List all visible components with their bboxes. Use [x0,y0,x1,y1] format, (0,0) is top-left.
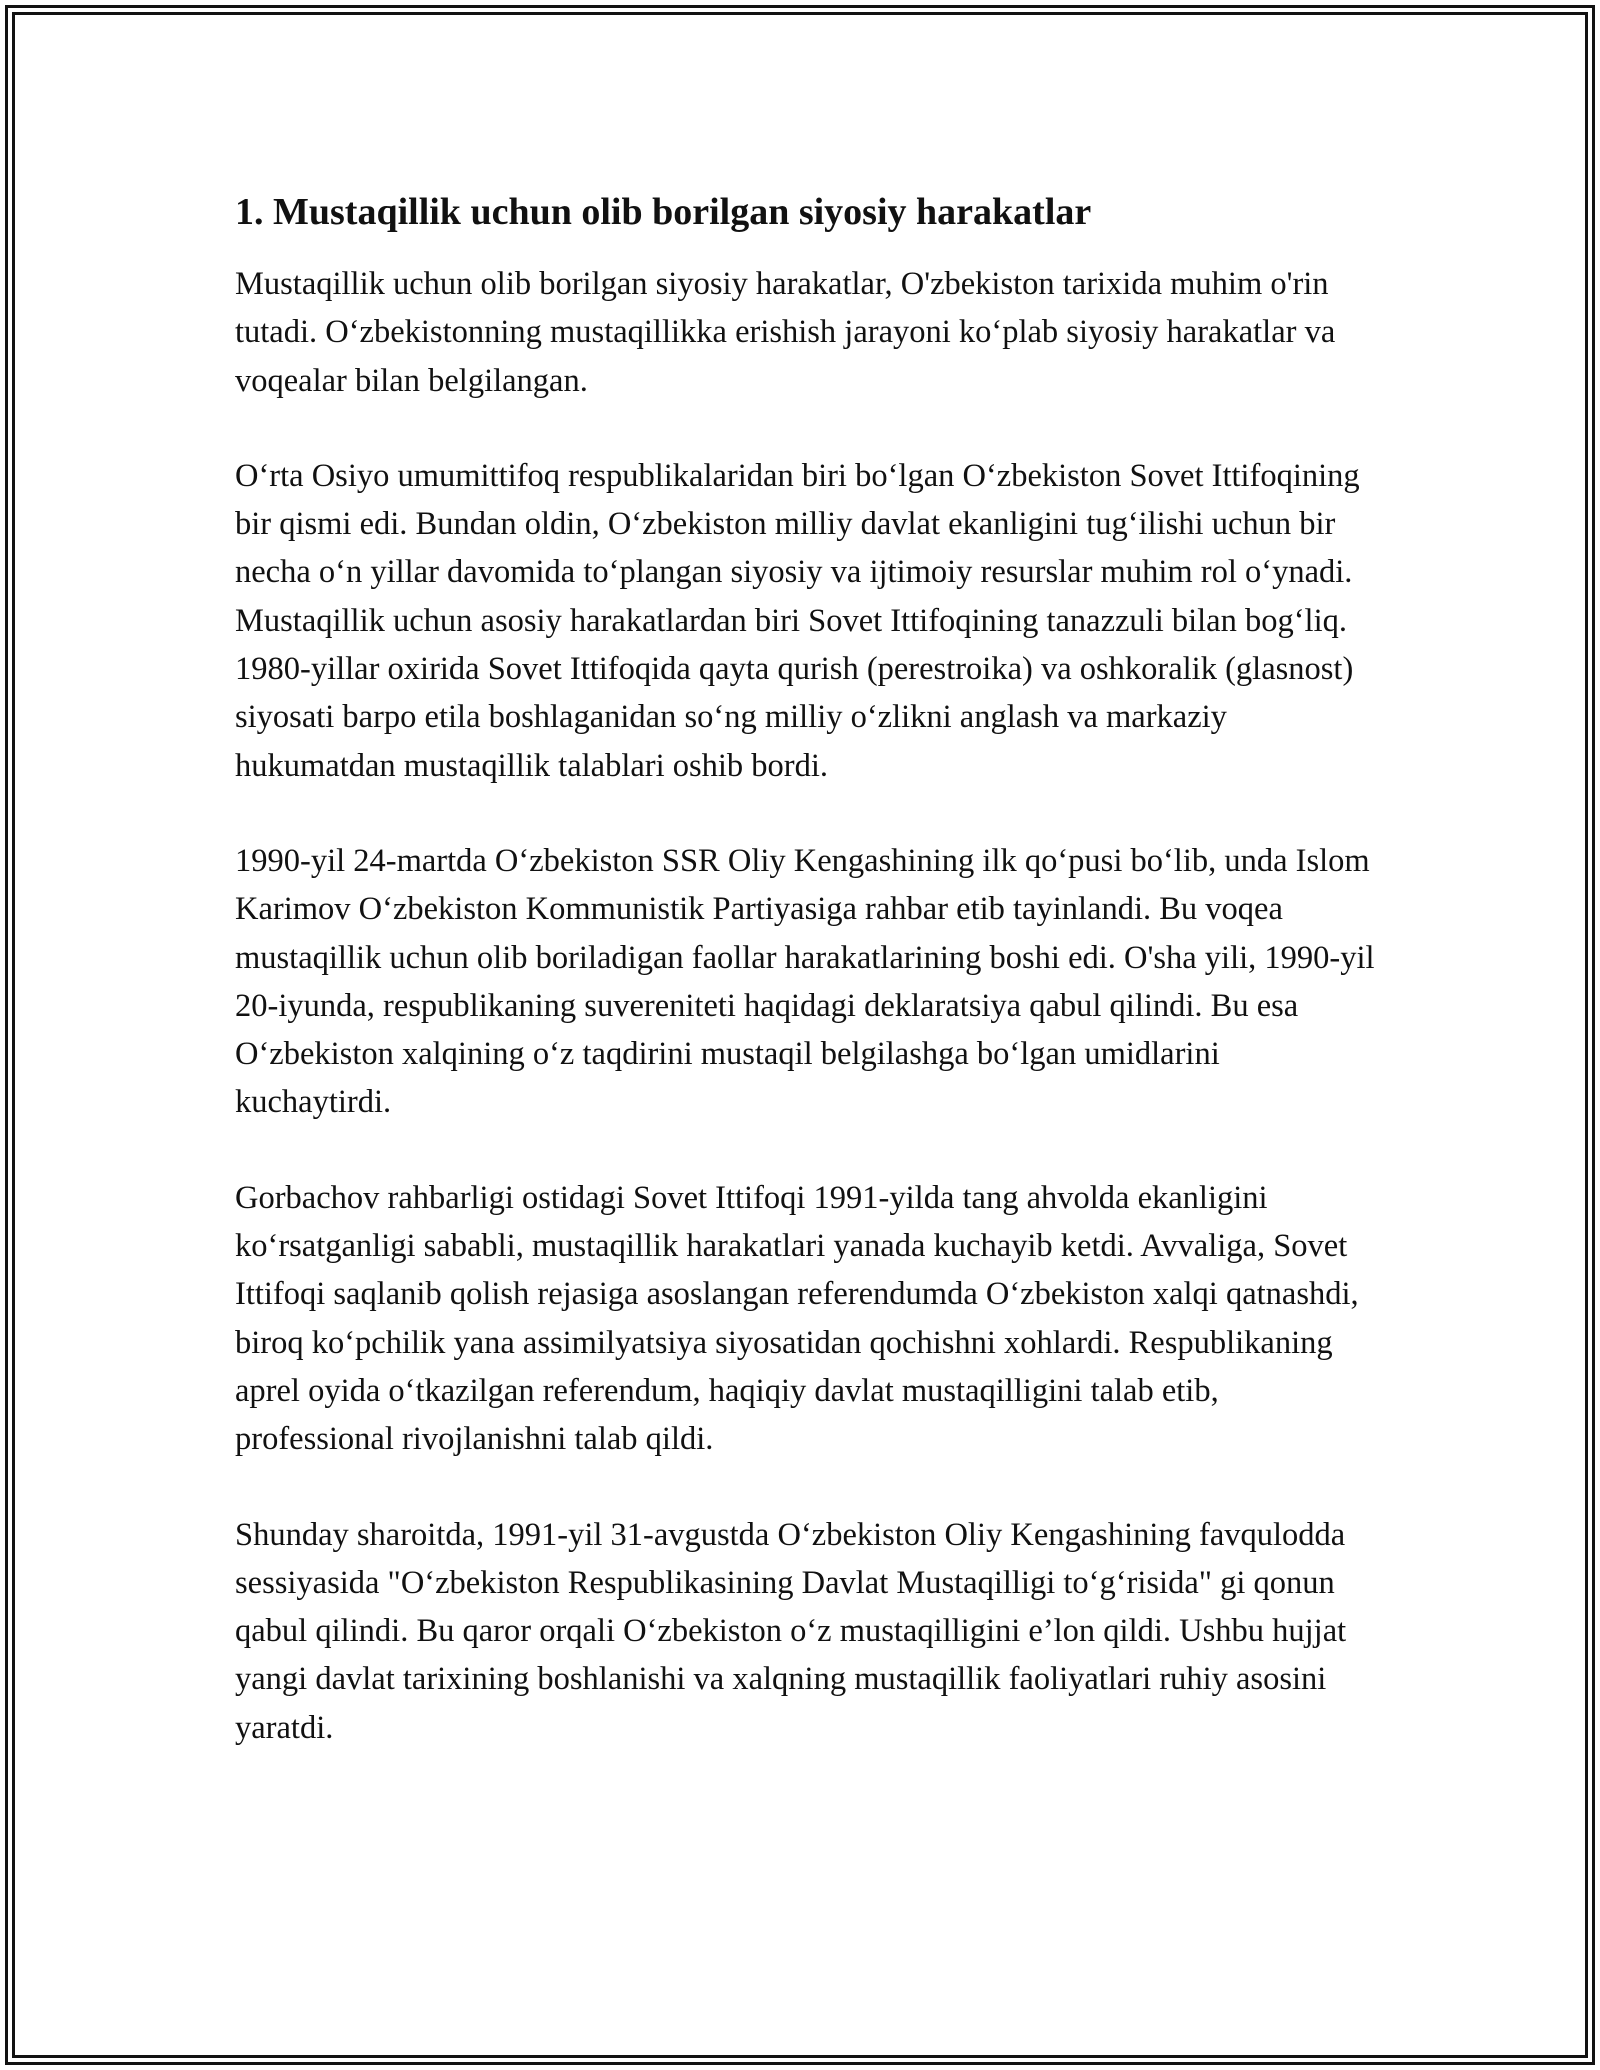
paragraph-1991-referendum: Gorbachov rahbarligi ostidagi Sovet Ittifoqi 1991-yilda tang ahvolda ekanligini ko‘rsatganligi sababli, mustaqillik harakatlari yanada kuchayib ketdi. Avvaliga, Sovet Ittifoqi saqlanib qolish rejasiga asoslangan referendumda O‘zbekiston xalqi qatnashdi, biroq ko‘pchilik yana assimilyatsiya siyosatidan qochishni xohlardi. Respublikaning aprel oyida o‘tkazilgan referendum, haqiqiy davlat mustaqilligini talab etib, professional rivojlanishni talab qildi. [235,1179,1359,1458]
paragraph-independence-declaration: Shunday sharoitda, 1991-yil 31-avgustda O‘zbekiston Oliy Kengashining favqulodda sessiyasida "O‘zbekiston Respublikasining Davlat Mustaqilligi to‘g‘risida" gi qonun qabul qilindi. Bu qaror orqali O‘zbekiston o‘z mustaqilligini e’lon qildi. Ushbu hujjat yangi davlat tarixining boshlanishi va xalqning mustaqillik faoliyatlari ruhiy asosini yaratdi. [235,1516,1347,1746]
paragraph-1990-events: 1990-yil 24-martda O‘zbekiston SSR Oliy Kengashining ilk qo‘pusi bo‘lib, unda Islom Karimov O‘zbekiston Kommunistik Partiyasiga rahbar etib tayinlandi. Bu voqea mustaqillik uchun olib boriladigan faollar harakatlarining boshi edi. O'sha yili, 1990-yil 20-iyunda, respublikaning suvereniteti haqidagi deklaratsiya qabul qilindi. Bu esa O‘zbekiston xalqining o‘z taqdirini mustaqil belgilashga bo‘lgan umidlarini kuchaytirdi. [235,842,1375,1121]
paragraph-soviet-union: O‘rta Osiyo umumittifoq respublikalaridan biri bo‘lgan O‘zbekiston Sovet Ittifoqining bir qismi edi. Bundan oldin, O‘zbekiston milliy davlat ekanligini tug‘ilishi uchun bir necha o‘n yillar davomida to‘plangan siyosiy va ijtimoiy resurslar muhim rol o‘ynadi. Mustaqillik uchun asosiy harakatlardan biri Sovet Ittifoqining tanazzuli bilan bog‘liq. 1980-yillar oxirida Sovet Ittifoqida qayta qurish (perestroika) va oshkoralik (glasnost) siyosati barpo etila boshlaganidan so‘ng milliy o‘zlikni anglash va markaziy hukumatdan mustaqillik talablari oshib bordi. [235,457,1360,784]
document-body [235,186,1380,1799]
paragraph-intro: Mustaqillik uchun olib borilgan siyosiy harakatlar, O'zbekiston tarixida muhim o'rin tutadi. O‘zbekistonning mustaqillikka erishish jarayoni ko‘plab siyosiy harakatlar va voqealar bilan belgilangan. [235,266,1336,399]
section-heading: 1. Mustaqillik uchun olib borilgan siyosiy harakatlar [235,191,1092,233]
